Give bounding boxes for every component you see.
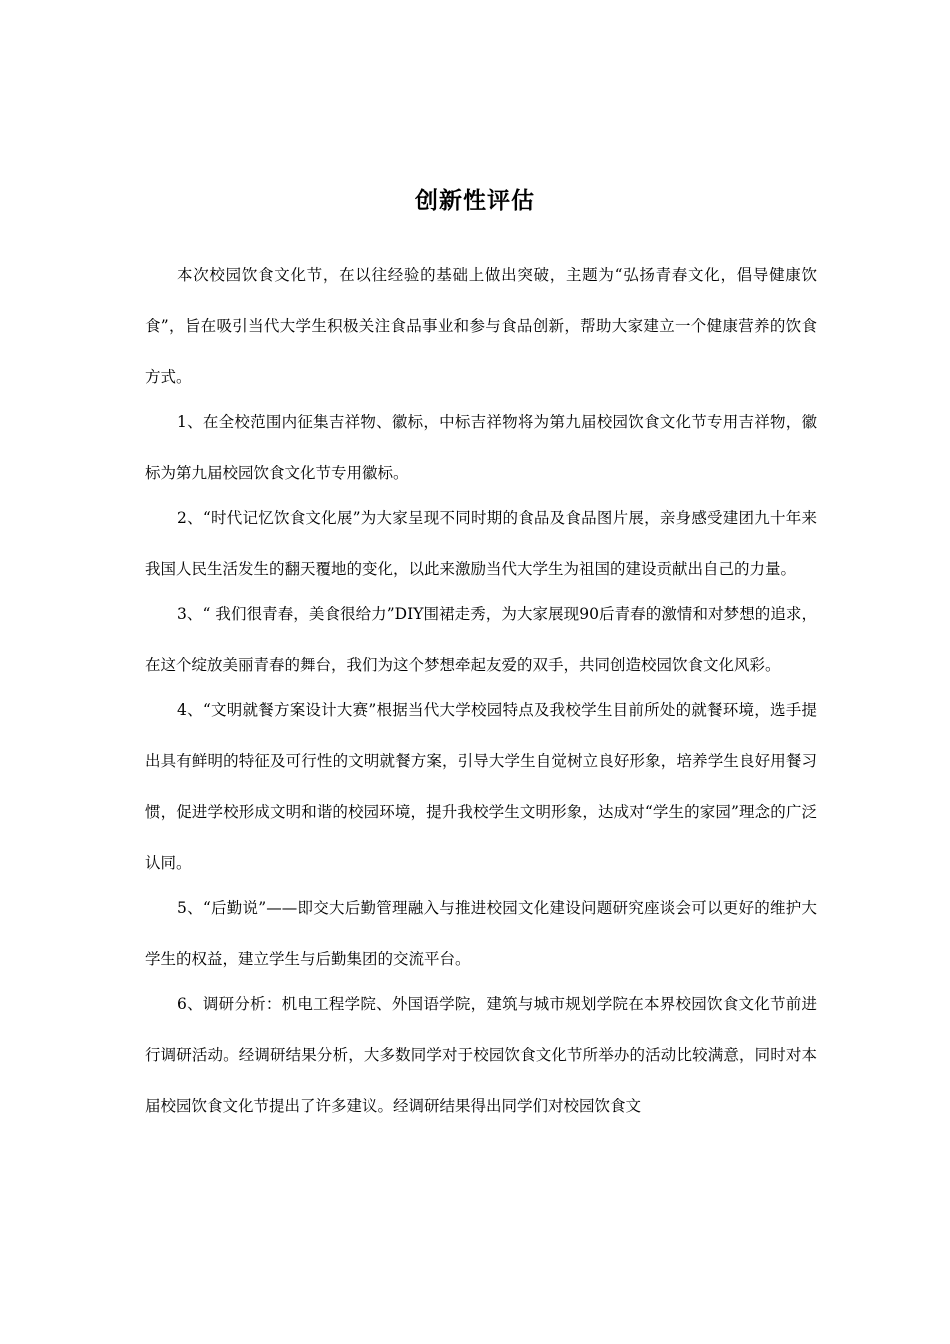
page-title: 创新性评估 [415, 187, 535, 214]
paragraph-item-6: 6、调研分析：机电工程学院、外国语学院，建筑与城市规划学院在本界校园饮食文化节前进行调研活动。经调研结果分析，大多数同学对于校园饮食文化节所举办的活动比较满意，同时对本届校园饮食文化节提出了许多建议。经调研结果得出同学们对校园饮食文 [145, 995, 817, 1115]
paragraph-item-4: 4、“文明就餐方案设计大赛”根据当代大学校园特点及我校学生目前所处的就餐环境，选手提出具有鲜明的特征及可行性的文明就餐方案，引导大学生自觉树立良好形象，培养学生良好用餐习惯，促进学校形成文明和谐的校园环境，提升我校学生文明形象，达成对“学生的家园”理念的广泛认同。 [145, 701, 817, 872]
paragraph-intro: 本次校园饮食文化节，在以往经验的基础上做出突破，主题为“弘扬青春文化，倡导健康饮食”，旨在吸引当代大学生积极关注食品事业和参与食品创新，帮助大家建立一个健康营养的饮食方式。 [145, 266, 817, 386]
paragraph-item-5: 5、“后勤说”——即交大后勤管理融入与推进校园文化建设问题研究座谈会可以更好的维护大学生的权益，建立学生与后勤集团的交流平台。 [145, 899, 817, 968]
paragraph-item-2: 2、“时代记忆饮食文化展”为大家呈现不同时期的食品及食品图片展，亲身感受建团九十年来我国人民生活发生的翻天覆地的变化，以此来激励当代大学生为祖国的建设贡献出自己的力量。 [145, 509, 817, 578]
paragraph-item-3: 3、“ 我们很青春，美食很给力”DIY围裙走秀，为大家展现90后青春的激情和对梦想的追求，在这个绽放美丽青春的舞台，我们为这个梦想牵起友爱的双手，共同创造校园饮食文化风彩。 [145, 605, 817, 674]
paragraph-item-1: 1、在全校范围内征集吉祥物、徽标，中标吉祥物将为第九届校园饮食文化节专用吉祥物，徽标为第九届校园饮食文化节专用徽标。 [145, 413, 817, 482]
document-body [145, 250, 817, 1126]
